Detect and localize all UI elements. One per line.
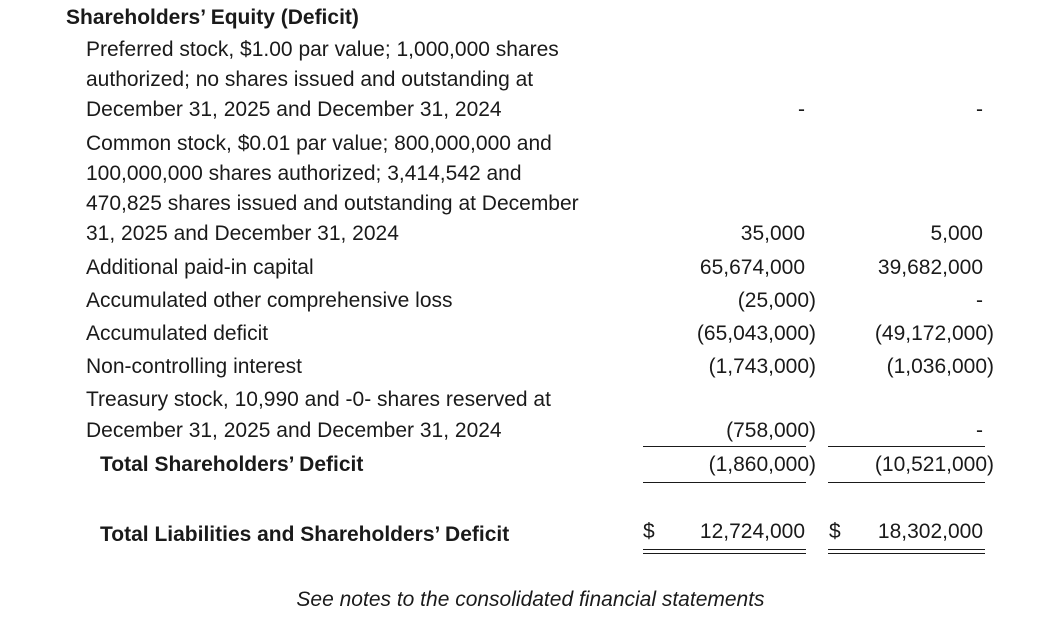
treasury-stock-2025: (758,000) bbox=[726, 419, 816, 442]
accumulated-deficit-2024: (49,172,000) bbox=[874, 322, 994, 345]
total-liabilities-2024: 18,302,000 bbox=[877, 520, 983, 543]
aocl-label: Accumulated other comprehensive loss bbox=[86, 289, 453, 312]
common-stock-label-line-4: 31, 2025 and December 31, 2024 bbox=[86, 222, 399, 245]
total-rule-2025 bbox=[643, 482, 806, 483]
double-rule-2025-bottom bbox=[643, 553, 806, 554]
aocl-2024: - bbox=[976, 289, 983, 312]
common-stock-label-line-1: Common stock, $0.01 par value; 800,000,000 and bbox=[86, 132, 552, 155]
double-rule-2024-bottom bbox=[828, 553, 985, 554]
total-liabilities-2025: 12,724,000 bbox=[699, 520, 805, 543]
total-rule-2024 bbox=[828, 482, 985, 483]
preferred-stock-2024: - bbox=[976, 98, 983, 121]
treasury-stock-label-line-2: December 31, 2025 and December 31, 2024 bbox=[86, 419, 502, 442]
total-shareholders-deficit-label: Total Shareholders’ Deficit bbox=[100, 453, 364, 476]
preferred-stock-label-line-3: December 31, 2025 and December 31, 2024 bbox=[86, 98, 502, 121]
subtotal-rule-2024 bbox=[828, 446, 985, 447]
common-stock-label-line-2: 100,000,000 shares authorized; 3,414,542 and bbox=[86, 162, 522, 185]
currency-symbol-2024: $ bbox=[829, 520, 841, 543]
nci-2024: (1,036,000) bbox=[886, 355, 994, 378]
preferred-stock-label-line-2: authorized; no shares issued and outstanding at bbox=[86, 68, 534, 91]
subtotal-rule-2025 bbox=[643, 446, 806, 447]
treasury-stock-2024: - bbox=[976, 419, 983, 442]
accumulated-deficit-2025: (65,043,000) bbox=[696, 322, 816, 345]
common-stock-2025: 35,000 bbox=[740, 222, 805, 245]
aocl-2025: (25,000) bbox=[737, 289, 816, 312]
footer-note: See notes to the consolidated financial statements bbox=[296, 588, 765, 611]
accumulated-deficit-label: Accumulated deficit bbox=[86, 322, 269, 345]
total-shareholders-deficit-2024: (10,521,000) bbox=[874, 453, 994, 476]
double-rule-2025-top bbox=[643, 549, 806, 550]
common-stock-label-line-3: 470,825 shares issued and outstanding at December bbox=[86, 192, 579, 215]
treasury-stock-label-line-1: Treasury stock, 10,990 and -0- shares reserved at bbox=[86, 388, 551, 411]
section-title: Shareholders’ Equity (Deficit) bbox=[66, 6, 359, 29]
apic-2024: 39,682,000 bbox=[877, 256, 983, 279]
nci-label: Non-controlling interest bbox=[86, 355, 302, 378]
nci-2025: (1,743,000) bbox=[708, 355, 816, 378]
total-liabilities-label: Total Liabilities and Shareholders’ Deficit bbox=[100, 523, 510, 546]
total-shareholders-deficit-2025: (1,860,000) bbox=[708, 453, 816, 476]
apic-label: Additional paid-in capital bbox=[86, 256, 314, 279]
double-rule-2024-top bbox=[828, 549, 985, 550]
currency-symbol-2025: $ bbox=[643, 520, 655, 543]
common-stock-2024: 5,000 bbox=[930, 222, 983, 245]
apic-2025: 65,674,000 bbox=[699, 256, 805, 279]
preferred-stock-label-line-1: Preferred stock, $1.00 par value; 1,000,000 shares bbox=[86, 38, 559, 61]
preferred-stock-2025: - bbox=[798, 98, 805, 121]
